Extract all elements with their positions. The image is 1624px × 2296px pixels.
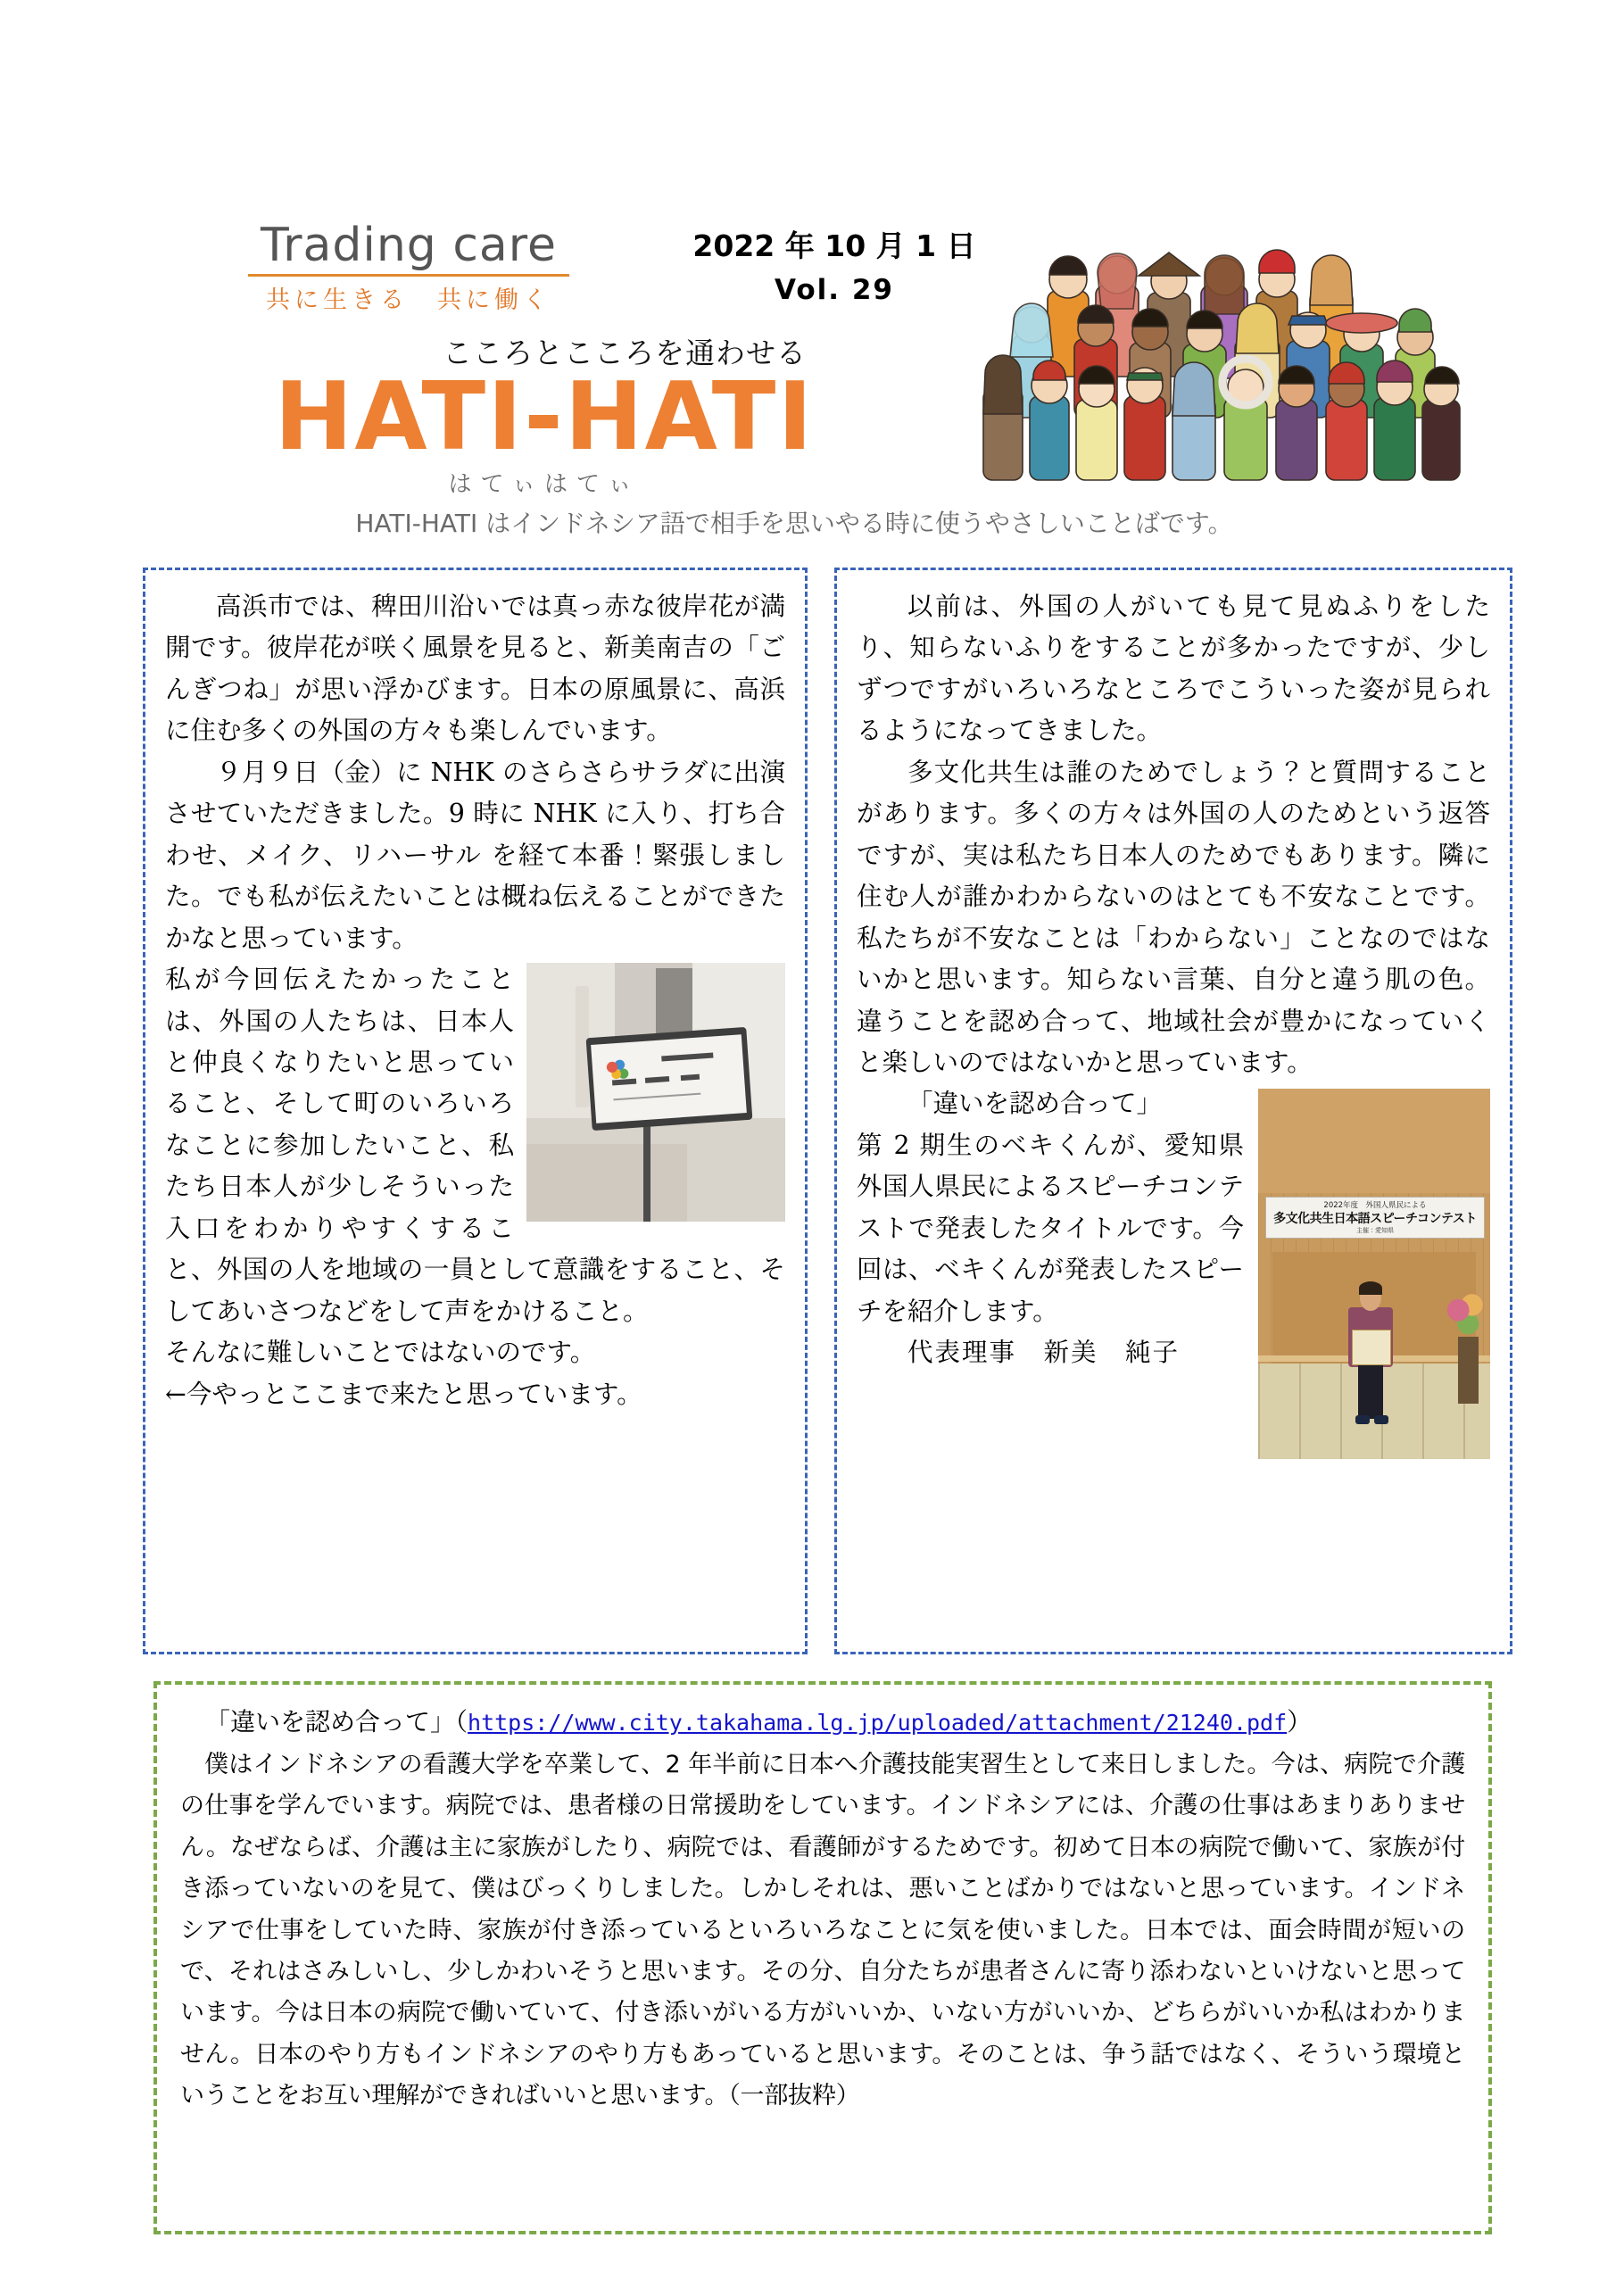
source-pdf-link[interactable]: https://www.city.takahama.lg.jp/uploaded/attachment/21240.pdf	[468, 1710, 1288, 1736]
photo-banner	[1265, 1197, 1485, 1239]
photo-banner-line-3: 主催：愛知県	[1355, 1227, 1394, 1235]
right-paragraph-2: 多文化共生は誰のためでしょう？と質問することがあります。多くの方々は外国の人のためという返答ですが、実は私たち日本人のためでもあります。隣に住む人が誰かわからないのはとても不安なことです。私たちが不安なことは「わからない」ことなのではないかと思います。知らない言葉、自分と違う肌の色。違うことを認め合って、地域社会が豊かになっていくと楽しいのではないかと思っています。	[857, 757, 1490, 1077]
author-signature: 代表理事 新美 純子	[907, 1338, 1181, 1368]
right-column-text	[857, 586, 1490, 1374]
right-paragraph-3-title: 「違いを認め合って」	[907, 1089, 1163, 1119]
transcript-title: 「違いを認め合って」	[205, 1707, 456, 1737]
issue-date: 2022 年 10 月 1 日	[692, 228, 976, 263]
multicultural-people-illustration	[962, 239, 1466, 498]
newsletter-header	[0, 0, 1624, 553]
left-paragraph-2: ９月９日（金）に NHK のさらさらサラダに出演させていただきました。9 時に NHK に入り、打ち合わせ、メイク、リハーサル を経て本番！緊張しました。でも私が伝えたいことは概ね伝えることができたかなと思っています。	[165, 757, 785, 953]
left-column-text	[165, 586, 785, 1415]
brand-block	[230, 221, 587, 315]
speech-transcript-box	[153, 1681, 1492, 2234]
paren-open: （	[455, 1707, 468, 1737]
right-article-column	[834, 568, 1512, 1654]
left-paragraph-3: 私が今回伝えたかったことは、外国の人たちは、日本人と仲良くなりたいと思っていること、そして町のいろいろなことに参加したいこと、私たち日本人が少しそういった入口をわかりやすくすること、外国の人を地域の一員として意識をすること、そしてあいさつなどをして声をかけること。	[165, 965, 785, 1326]
left-paragraph-1: 高浜市では、稗田川沿いでは真っ赤な彼岸花が満開です。彼岸花が咲く風景を見ると、新美南吉の「ごんぎつね」が思い浮かびます。日本の原風景に、高浜に住む多くの外国の方々も楽しんでいます。	[165, 592, 785, 746]
brand-subtitle: 共に生きる 共に働く	[266, 286, 551, 314]
left-paragraph-5: ←今やっとここまで来たと思っています。	[165, 1379, 642, 1409]
photo-banner-line-1: 2022年度 外国人県民による	[1323, 1200, 1427, 1210]
left-article-column	[143, 568, 808, 1654]
right-paragraph-1: 以前は、外国の人がいても見て見ぬふりをしたり、知らないふりをすることが多かったですが、少しずつですがいろいろなところでこういった姿が見られるようになってきました。	[857, 592, 1490, 746]
brand-divider	[248, 274, 569, 277]
transcript-body: 僕はインドネシアの看護大学を卒業して、2 年半前に日本へ介護技能実習生として来日しました。今は、病院で介護の仕事を学んでいます。病院では、患者様の日常援助をしています。インドネシアには、介護の仕事はあまりありません。なぜならば、介護は主に家族がしたり、病院では、看護師がするためです。初めて日本の病院で働いて、家族が付き添っていないのを見て、僕はびっくりしました。しかしそれは、悪いことばかりではないと思っています。インドネシアで仕事をしていた時、家族が付き添っているといろいろなことに気を使いました。日本では、面会時間が短いので、それはさみしいし、少しかわいそうと思います。その分、自分たちが患者さんに寄り添わないといけないと思っています。今は日本の病院で働いていて、付き添いがいる方がいいか、いない方がいいか、どちらがいいか私はわかりません。日本のやり方もインドネシアのやり方もあっていると思います。そのことは、争う話ではなく、そういう環境ということをお互い理解ができればいいと思います。（一部抜粋）	[180, 1750, 1465, 2110]
issue-volume: Vol. 29	[775, 274, 894, 306]
issue-block	[687, 223, 982, 306]
brand-title: Trading care	[261, 219, 557, 272]
masthead-tagline: HATI-HATI はインドネシア語で相手を思いやる時に使うやさしいことばです。	[355, 509, 1233, 538]
masthead-title: HATI-HATI	[274, 362, 815, 471]
paren-close: ）	[1287, 1707, 1313, 1737]
masthead	[232, 362, 857, 499]
masthead-lead-line: こころとこころを通わせる	[443, 336, 807, 370]
right-paragraph-3: 第 2 期生のベキくんが、愛知県外国人県民によるスピーチコンテストで発表したタイトルです。今回は、ベキくんが発表したスピーチを紹介します。	[857, 1130, 1244, 1326]
nameplate-photo	[526, 963, 785, 1222]
masthead-reading: はてぃはてぃ	[448, 471, 641, 498]
left-paragraph-4: そんなに難しいことではないのです。	[165, 1338, 596, 1368]
transcript-title-line	[180, 1703, 1465, 1743]
speech-contest-photo	[1258, 1089, 1490, 1459]
photo-banner-line-2: 多文化共生日本語スピーチコンテスト	[1273, 1212, 1477, 1227]
